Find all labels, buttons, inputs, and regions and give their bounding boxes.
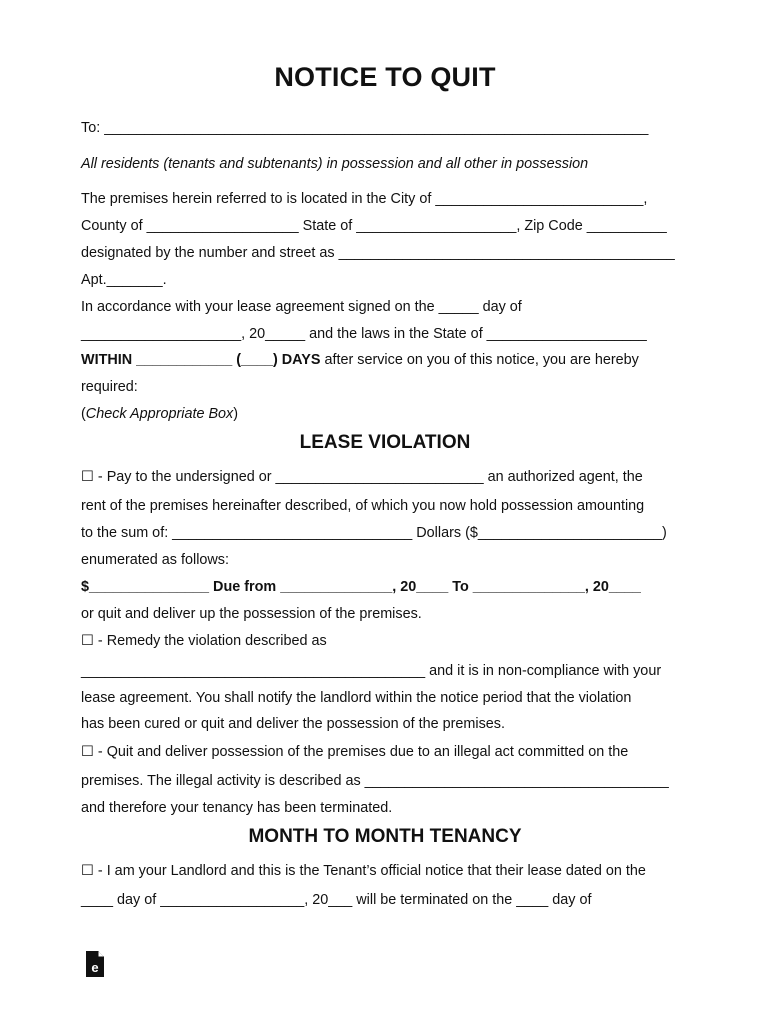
landlord-notice-checkbox-line[interactable]: ☐ - I am your Landlord and this is the Tenant’s official notice that their lease dated on the bbox=[81, 863, 646, 879]
enumerated-line: enumerated as follows: bbox=[81, 552, 229, 568]
month-to-month-heading: MONTH TO MONTH TENANCY bbox=[248, 826, 522, 847]
remedy-description-line[interactable]: ___________________________________________ and it is in non-compliance with your bbox=[81, 663, 662, 679]
illegal-activity-line[interactable]: premises. The illegal activity is described as ______________________________________ bbox=[81, 773, 669, 789]
remedy-checkbox-line[interactable]: ☐ - Remedy the violation described as bbox=[81, 633, 327, 649]
remedy-cured-line: has been cured or quit and deliver the possession of the premises. bbox=[81, 716, 505, 732]
tenancy-terminated-line: and therefore your tenancy has been terminated. bbox=[81, 800, 393, 816]
due-from-to-line[interactable]: $_______________ Due from ______________, 20____ To ______________, 20____ bbox=[81, 579, 641, 595]
lease-signed-line[interactable]: In accordance with your lease agreement signed on the _____ day of bbox=[81, 299, 522, 315]
premises-street-line[interactable]: designated by the number and street as __________________________________________ bbox=[81, 245, 675, 261]
within-days-bold: WITHIN ____________ (____) DAYS bbox=[81, 352, 321, 368]
within-days-rest: after service on you of this notice, you are hereby bbox=[320, 352, 639, 368]
lease-violation-heading: LEASE VIOLATION bbox=[299, 432, 471, 453]
within-days-line[interactable] bbox=[81, 351, 691, 369]
premises-apt-line[interactable]: Apt._______. bbox=[81, 272, 167, 288]
illegal-act-checkbox-line[interactable]: ☐ - Quit and deliver possession of the premises due to an illegal act committed on the bbox=[81, 744, 629, 760]
check-box-instruction-text: Check Appropriate Box bbox=[85, 406, 234, 422]
lease-date-state-line[interactable]: ____________________, 20_____ and the laws in the State of ____________________ bbox=[81, 326, 647, 342]
required-line: required: bbox=[81, 379, 138, 395]
document-e-logo-icon bbox=[84, 950, 106, 978]
sum-dollars-line[interactable]: to the sum of: ______________________________ Dollars ($_______________________) bbox=[81, 525, 667, 541]
premises-city-line[interactable]: The premises herein referred to is located in the City of __________________________, bbox=[81, 191, 648, 207]
premises-county-line[interactable]: County of ___________________ State of ____________________, Zip Code __________ bbox=[81, 218, 667, 234]
document-title: NOTICE TO QUIT bbox=[274, 62, 496, 92]
lease-termination-date-line[interactable]: ____ day of __________________, 20___ will be terminated on the ____ day of bbox=[81, 892, 592, 908]
residents-line: All residents (tenants and subtenants) in possession and all other in possession bbox=[81, 156, 589, 172]
rent-premises-line: rent of the premises hereinafter described, of which you now hold possession amounting bbox=[81, 498, 645, 514]
to-line[interactable]: To: ____________________________________________________________________ bbox=[81, 120, 649, 136]
pay-rent-checkbox-line[interactable]: ☐ - Pay to the undersigned or __________________________ an authorized agent, the bbox=[81, 469, 643, 485]
quit-deliver-line: or quit and deliver up the possession of the premises. bbox=[81, 606, 422, 622]
svg-text:e: e bbox=[91, 960, 99, 975]
remedy-notify-line: lease agreement. You shall notify the landlord within the notice period that the violation bbox=[81, 690, 632, 706]
check-box-instruction: (Check Appropriate Box) bbox=[81, 406, 239, 422]
